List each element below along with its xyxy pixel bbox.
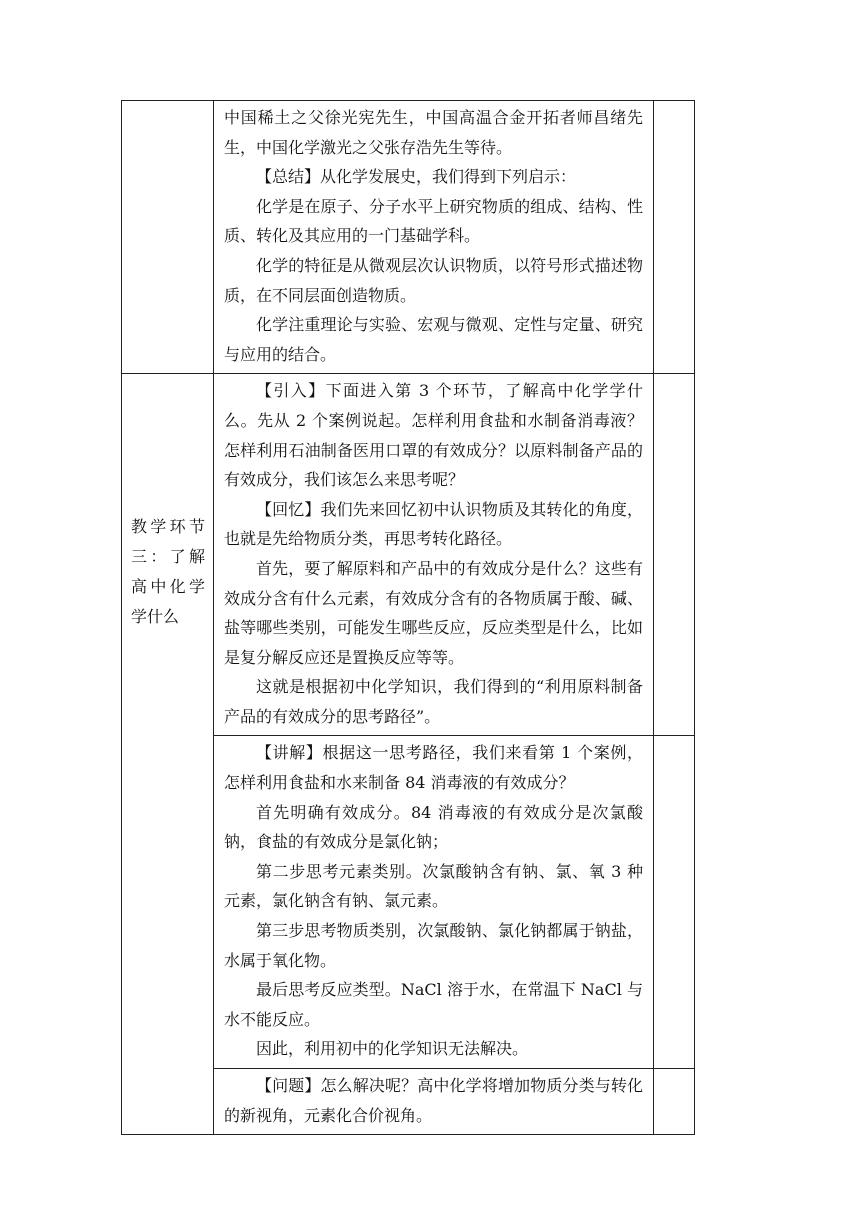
notes-cell [654,374,695,736]
paragraph: 这就是根据初中化学知识，我们得到的“利用原料制备产品的有效成分的思考路径”。 [224,677,643,726]
paragraph: 【问题】怎么解决呢？高中化学将增加物质分类与转化的新视角，元素化合价视角。 [224,1076,643,1125]
content-cell [214,736,654,1069]
paragraph: 化学是在原子、分子水平上研究物质的组成、结构、性质、转化及其应用的一门基础学科。 [224,196,643,246]
content-cell [214,374,654,736]
notes-cell [654,101,695,374]
paragraph: 化学的特征是从微观层次认识物质，以符号形式描述物质，在不同层面创造物质。 [224,255,643,305]
paragraph: 首先，要了解原料和产品中的有效成分是什么？这些有效成分含有什么元素，有效成分含有的各物质属于酸、碱、盐等哪些类别，可能发生哪些反应，反应类型是什么，比如是复分解反应还是置换反应等等。 [224,558,643,667]
paragraph: 首先明确有效成分。84 消毒液的有效成分是次氯酸钠，食盐的有效成分是氯化钠； [224,802,643,852]
lesson-plan-table [121,100,695,1135]
notes-cell [654,1069,695,1135]
content-cell [214,1069,654,1135]
content-cell [214,101,654,374]
paragraph: 【引入】下面进入第 3 个环节，了解高中化学学什么。先从 2 个案例说起。怎样利用食盐和水制备消毒液？怎样利用石油制备医用口罩的有效成分？以原料制备产品的有效成分，我们该怎么来思考呢？ [224,381,643,490]
paragraph: 化学注重理论与实验、宏观与微观、定性与定量、研究与应用的结合。 [224,315,643,364]
summary-heading: 【总结】从化学发展史，我们得到下列启示： [256,167,577,187]
notes-cell [654,736,695,1069]
paragraph: 因此，利用初中的化学知识无法解决。 [256,1039,529,1059]
table-row [122,101,695,374]
paragraph: 最后思考反应类型。NaCl 溶于水，在常温下 NaCl 与水不能反应。 [224,980,643,1029]
paragraph: 中国稀土之父徐光宪先生，中国高温合金开拓者师昌绪先生，中国化学激光之父张存浩先生等待。 [224,108,643,157]
stage-cell [122,374,214,1135]
paragraph: 【回忆】我们先来回忆初中认识物质及其转化的角度，也就是先给物质分类，再思考转化路径。 [224,499,643,549]
stage-label: 教学环节三：了解高中化学学什么 [131,517,205,627]
stage-cell [122,101,214,374]
paragraph: 第三步思考物质类别，次氯酸钠、氯化钠都属于钠盐，水属于氧化物。 [224,921,643,970]
table-row [122,374,695,736]
paragraph: 【讲解】根据这一思考路径，我们来看第 1 个案例，怎样利用食盐和水来制备 84 消毒液的有效成分？ [224,743,643,793]
paragraph: 第二步思考元素类别。次氯酸钠含有钠、氯、氧 3 种元素，氯化钠含有钠、氯元素。 [224,861,643,911]
